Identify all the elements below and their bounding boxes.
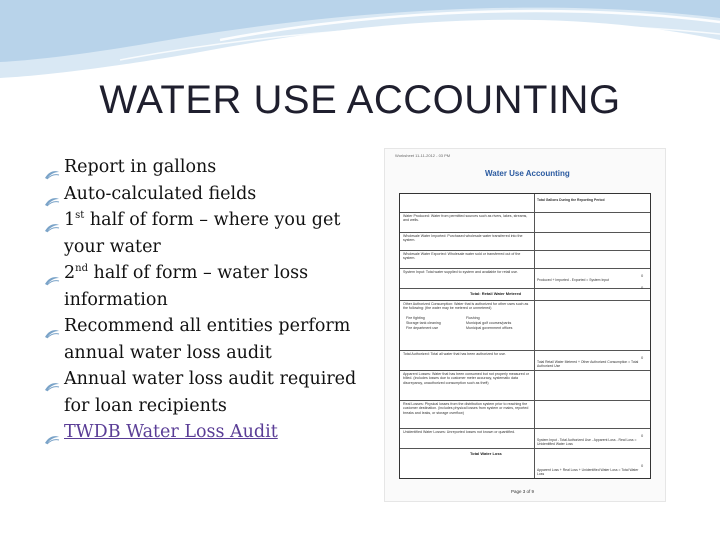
form-row-label: Total Authorized: Total all water that has been authorized for use. [403, 352, 507, 356]
bullet-list [44, 154, 364, 446]
form-column-header: Total Gallons During the Reporting Period [537, 198, 605, 202]
form-title: Water Use Accounting [485, 169, 570, 178]
form-row-label: Wholesale Water Exported: Wholesale water sold or transferred out of the system. [403, 252, 521, 261]
form-row-divider [400, 448, 650, 449]
bullet-text: Auto-calculated fields [64, 183, 257, 204]
form-page-number: Page 3 of 9 [511, 489, 535, 494]
bullet-item [44, 313, 364, 366]
form-row-divider [400, 350, 650, 351]
bullet-item [44, 419, 364, 446]
form-row-divider [400, 370, 650, 371]
bullet-item [44, 207, 364, 260]
form-zero-value: 0 [641, 285, 644, 290]
form-zero-value: 0 [641, 463, 644, 468]
form-row-label: Real Losses: Physical losses from the distribution system prior to reaching the customer destination. (includes physical losses from system or mains, reported breaks and leaks, or storage overflow) [403, 402, 529, 415]
form-row-divider [400, 250, 650, 251]
bullet-text: Recommend all entities perform annual water loss audit [64, 316, 351, 363]
form-list-item: Municipal government offices [466, 326, 513, 330]
form-row-label: Water Produced: Water from permitted sources such as rivers, lakes, streams, and wells. [403, 214, 528, 223]
form-total-label: Total: Retail Water Metered [470, 291, 522, 296]
form-zero-value: 0 [641, 273, 644, 278]
swoosh-bullet-icon [44, 189, 60, 200]
form-list-item: Flushing [466, 316, 480, 320]
ordinal-number: 1 [64, 210, 76, 230]
form-row-divider [400, 212, 650, 213]
header-swoosh-decoration [0, 0, 720, 80]
form-header: Worksheet 11-11-2012 - 03 PM [395, 153, 451, 158]
twdb-water-loss-audit-link[interactable]: TWDB Water Loss Audit [64, 422, 278, 442]
swoosh-bullet-icon [44, 321, 60, 332]
form-row-divider [400, 400, 650, 401]
ordinal-suffix: nd [75, 263, 88, 275]
slide-title: WATER USE ACCOUNTING [99, 78, 621, 122]
form-list-item: Fire department use [406, 326, 439, 330]
form-formula: System Input - Total Authorized Use - Apparent Loss - Real Loss = Unidentified Water Loss [537, 438, 637, 447]
form-row-divider [400, 268, 650, 269]
bullet-text: Annual water loss audit required for loan recipients [64, 369, 357, 416]
bullet-text: half of form – where you get your water [64, 210, 341, 257]
form-row-label: Wholesale Water Imported: Purchased wholesale water transferred into the system. [403, 234, 523, 243]
bullet-item [44, 181, 364, 208]
form-zero-value: 0 [641, 433, 644, 438]
form-row-label: System Input: Total water supplied to system and available for retail use. [403, 270, 518, 274]
form-zero-value: 0 [641, 355, 644, 360]
ordinal-number: 2 [64, 263, 76, 283]
swoosh-bullet-icon [44, 268, 60, 279]
form-list-item: Fire fighting [406, 316, 425, 320]
swoosh-bullet-icon [44, 374, 60, 385]
form-row-divider [400, 232, 650, 233]
bullet-item [44, 260, 364, 313]
swoosh-bullet-icon [44, 427, 60, 438]
ordinal-suffix: st [75, 210, 85, 222]
form-row-label: Unidentified Water Losses: Unreported losses not known or quantified. [403, 430, 516, 434]
form-formula: Produced + Imported - Exported = System Input [537, 278, 609, 282]
form-row-divider [400, 300, 650, 301]
swoosh-bullet-icon [44, 215, 60, 226]
form-list-item: Storage tank cleaning [406, 321, 441, 325]
form-thumbnail [384, 148, 666, 502]
form-formula: Total Retail Water Metered + Other Authorized Consumption = Total Authorized Use [537, 360, 639, 369]
form-list-item: Municipal golf courses/parks [466, 321, 512, 325]
bullet-text: half of form – water loss information [64, 263, 309, 310]
bullet-text: Report in gallons [64, 157, 217, 177]
form-formula: Apparent Loss + Real Loss + Unidentified Water Loss = Total Water Loss [537, 468, 639, 477]
form-row-label: Apparent Losses: Water that has been consumed but not properly measured or billed. (includes losses due to customer meter accuracy, systematic data discrepancy, unauthorized consumption such as theft) [403, 372, 529, 385]
form-table [399, 193, 651, 479]
swoosh-bullet-icon [44, 162, 60, 173]
bullet-item [44, 366, 364, 419]
bullet-item [44, 154, 364, 181]
form-row-divider [400, 428, 650, 429]
form-row-label: Other Authorized Consumption: Water that is authorized for other uses such as the following: (the water may be metered or unmetered) [403, 302, 529, 311]
form-row-divider [400, 288, 650, 289]
form-total-label: Total Water Loss [470, 451, 502, 456]
form-column-divider [534, 194, 535, 478]
